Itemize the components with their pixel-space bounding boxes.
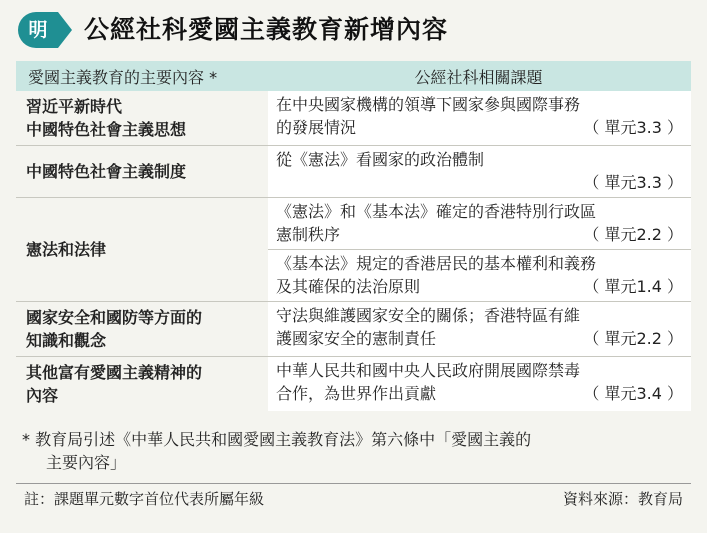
row-heading (16, 198, 266, 301)
row-topics (266, 91, 691, 145)
table-header (16, 61, 691, 91)
footnote-line: * 教育局引述《中華人民共和國愛國主義教育法》第六條中「愛國主義的 (22, 430, 532, 449)
topic-text: 憲制秩序 (276, 225, 341, 244)
topic-text: 護國家安全的憲制責任 (276, 329, 437, 348)
table-row (16, 146, 691, 198)
row-topics (266, 198, 691, 301)
header (0, 0, 707, 56)
topic-text: 合作，為世界作出貢獻 (276, 384, 437, 403)
topic-text: 的發展情況 (276, 118, 357, 137)
topic-cell (268, 91, 691, 142)
footnote (22, 428, 692, 474)
row-heading-line: 中國特色社會主義思想 (26, 120, 187, 139)
column-header-content: 愛國主義教育的主要內容 * (28, 67, 218, 87)
table-row (16, 357, 691, 411)
footer-note: 註：課題單元數字首位代表所屬年級 (24, 490, 265, 508)
row-heading-line: 中國特色社會主義制度 (26, 162, 187, 181)
row-heading (16, 357, 266, 411)
row-topics (266, 302, 691, 356)
unit-label: （ 單元3.4 ） (583, 384, 683, 403)
content-table (16, 61, 691, 411)
table-row (16, 91, 691, 146)
row-heading-line: 憲法和法律 (26, 240, 107, 259)
topic-text: 中華人民共和國中央人民政府開展國際禁毒 (276, 361, 581, 380)
row-topics (266, 146, 691, 197)
unit-label: （ 單元2.2 ） (583, 329, 683, 348)
page-title: 公經社科愛國主義教育新增內容 (84, 15, 449, 44)
topic-text: 《基本法》規定的香港居民的基本權利和義務 (276, 254, 597, 273)
topic-text: 在中央國家機構的領導下國家參與國際事務 (276, 95, 581, 114)
unit-label: （ 單元1.4 ） (583, 277, 683, 296)
topic-text: 守法與維護國家安全的關係；香港特區有維 (276, 306, 581, 325)
table-row (16, 198, 691, 302)
unit-label: （ 單元3.3 ） (583, 118, 683, 137)
logo-arrow-icon (58, 12, 72, 48)
column-header-topics: 公經社科相關課題 (414, 67, 543, 87)
topic-cell (268, 357, 691, 408)
table-row (16, 302, 691, 357)
row-heading-line: 習近平新時代 (26, 97, 123, 116)
source-credit: 資料來源：教育局 (562, 490, 683, 508)
footer (16, 483, 691, 513)
row-heading-line: 國家安全和國防等方面的 (26, 308, 203, 327)
row-heading (16, 146, 266, 197)
row-topics (266, 357, 691, 411)
unit-label: （ 單元3.3 ） (583, 173, 683, 192)
row-heading (16, 302, 266, 356)
newspaper-logo: 明 (18, 12, 58, 48)
topic-cell (268, 198, 691, 249)
footnote-line: 主要內容」 (46, 453, 127, 472)
row-heading-line: 其他富有愛國主義精神的 (26, 363, 203, 382)
topic-cell (268, 146, 691, 197)
topic-cell (268, 302, 691, 353)
row-heading-line: 知識和觀念 (26, 331, 107, 350)
unit-label: （ 單元2.2 ） (583, 225, 683, 244)
topic-cell (268, 249, 691, 301)
row-heading (16, 91, 266, 145)
row-heading-line: 內容 (26, 386, 59, 405)
topic-text: 《憲法》和《基本法》確定的香港特別行政區 (276, 202, 597, 221)
topic-text: 從《憲法》看國家的政治體制 (276, 150, 485, 169)
topic-text: 及其確保的法治原則 (276, 277, 421, 296)
